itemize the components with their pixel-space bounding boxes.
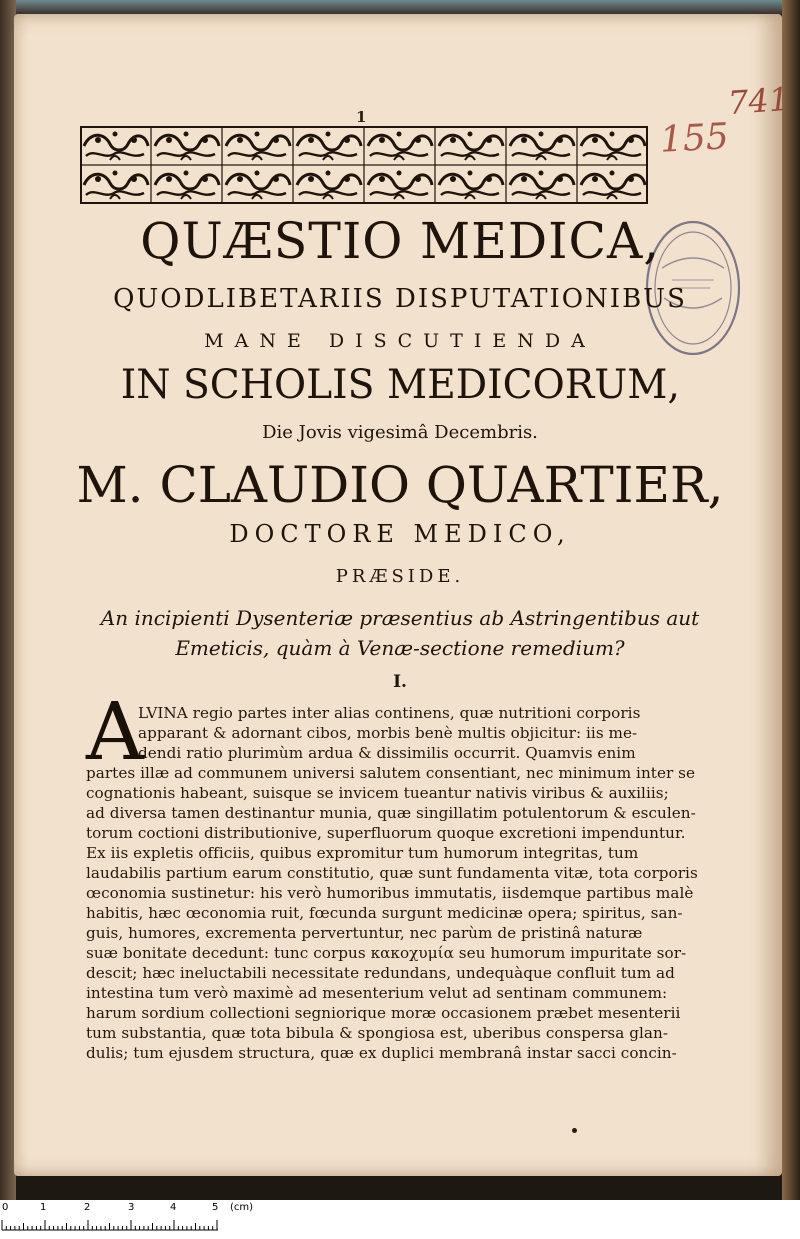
drop-cap: A [86,685,144,778]
body-line: œconomia sustinetur: his verò humoribus immutatis, iisdemque partibus malè [86,884,694,902]
body-line: dendi ratio plurimùm ardua & dissimilis occurrit. Quamvis enim [138,744,636,762]
body-line: LVINA regio partes inter alias continens, quæ nutritioni corporis [138,704,641,722]
title-doctore-medico: DOCTORE MEDICO, [229,520,571,548]
title-mane-discutienda: MANE DISCUTIENDA [204,330,596,352]
book-edge-top [0,0,800,14]
page-folio: 1 [356,108,367,126]
body-line: partes illæ ad communem universi salutem consentiant, nec minimum inter se [86,764,696,782]
body-line: guis, humores, excrementa pervertuntur, nec parùm de pristinâ naturæ [86,924,643,942]
body-line: Ex iis expletis officiis, quibus expromitur tum humorum integritas, tum [86,844,639,862]
scale-mark-1: 1 [40,1202,47,1213]
scale-unit: (cm) [230,1202,254,1213]
body-line: ad diversa tamen destinantur munia, quæ singillatim potulentorum & esculen- [86,804,696,822]
title-praeses-name: M. CLAUDIO QUARTIER, [76,456,724,514]
scale-ruler [0,1216,240,1236]
scale-mark-5: 5 [212,1202,219,1213]
title-praeside: PRÆSIDE. [335,566,465,587]
body-line: suæ bonitate decedunt: tunc corpus κακοχυμία seu humorum impuritate sor- [86,944,687,962]
title-quaestio-medica: QUÆSTIO MEDICA, [140,212,660,270]
body-line: harum sordium collectioni segniorique moræ occasionem præbet mesenterii [86,1004,681,1022]
title-in-scholis: IN SCHOLIS MEDICORUM, [120,362,680,408]
body-line: laudabilis partium earum constitutio, quæ sunt fundamenta vitæ, tota corporis [86,864,698,882]
title-date: Die Jovis vigesimâ Decembris. [262,422,538,443]
scale-mark-0: 0 [2,1202,9,1213]
body-line: habitis, hæc œconomia ruit, fœcunda surgunt medicinæ opera; spiritus, san- [86,904,683,922]
scale-mark-2: 2 [84,1202,91,1213]
body-line: torum coctioni distributionive, superfluorum quoque excretioni impenduntur. [86,824,686,842]
measurement-scale [0,1200,800,1239]
body-line: tum substantia, quæ tota bibula & spongiosa est, uberibus conspersa glan- [86,1024,669,1042]
scale-mark-3: 3 [128,1202,135,1213]
body-line: dulis; tum ejusdem structura, quæ ex duplici membranâ instar sacci concin- [86,1044,677,1062]
question-line-2: Emeticis, quàm à Venæ-sectione remedium? [175,636,625,660]
body-line: descit; hæc ineluctabili necessitate redundans, undequàque confluit tum ad [86,964,675,982]
body-line: cognationis habeant, suisque se invicem tueantur nativis viribus & auxiliis; [86,784,669,802]
question-line-1: An incipienti Dysenteriæ præsentius ab Astringentibus aut [100,606,700,630]
ink-dot [572,1128,577,1133]
handwritten-number-top: 741 [726,79,791,123]
book-edge-right [782,0,800,1200]
handwritten-number: 155 [658,116,730,161]
body-line: apparant & adornant cibos, morbis benè multis objicitur: iis me- [138,724,638,742]
decorative-headpiece [80,126,648,204]
scale-mark-4: 4 [170,1202,177,1213]
section-number: I. [393,672,407,692]
body-line: intestina tum verò maximè ad mesenterium velut ad sentinam communem: [86,984,668,1002]
title-quodlibetariis: QUODLIBETARIIS DISPUTATIONIBUS [113,284,687,314]
